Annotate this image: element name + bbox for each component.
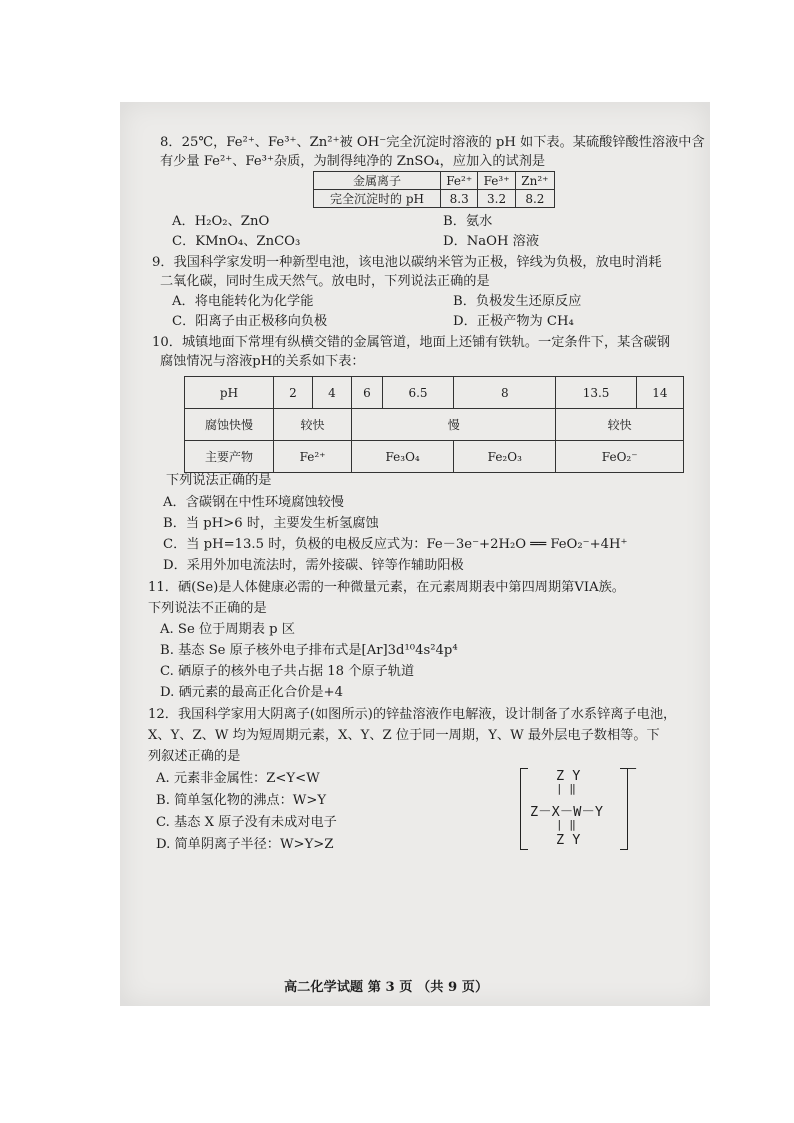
q12-option-c: C. 基态 X 原子没有未成对电子 xyxy=(156,815,337,830)
q10-table-product-fe2: Fe²⁺ xyxy=(274,441,352,473)
q9-stem-line-2: 二氧化碳，同时生成天然气。放电时，下列说法正确的是 xyxy=(160,274,490,289)
q11-option-d: D. 硒元素的最高正化合价是+4 xyxy=(160,685,343,700)
structure-middle-row: Z－X－W－Y xyxy=(530,804,604,820)
q9-option-b: B．负极发生还原反应 xyxy=(453,294,582,309)
q10-table-ph-label: pH xyxy=(185,377,274,409)
q10-table-ph-14: 14 xyxy=(636,377,683,409)
q8-table-header-label: 金属离子 xyxy=(314,172,441,190)
q10-table-ph-6-5: 6.5 xyxy=(382,377,453,409)
q8-table-header-fe3: Fe³⁺ xyxy=(478,172,515,190)
q10-option-d: D．采用外加电流法时，需外接碳、锌等作辅助阳极 xyxy=(163,558,464,573)
q10-stem-line-1: 10．城镇地面下常埋有纵横交错的金属管道，地面上还铺有铁轨。一定条件下，某含碳钢 xyxy=(152,335,670,350)
q10-table-rate-alkaline: 较快 xyxy=(556,409,684,441)
q8-stem-line-1: 8．25℃，Fe²⁺、Fe³⁺、Zn²⁺被 OH⁻完全沉淀时溶液的 pH 如下表。某硫酸锌酸性溶液中含 xyxy=(160,135,705,150)
q10-table-ph-6: 6 xyxy=(352,377,383,409)
q10-corrosion-table xyxy=(184,376,684,473)
q12-option-a: A. 元素非金属性：Z<Y<W xyxy=(156,771,320,786)
q10-table-rate-acid: 较快 xyxy=(274,409,352,441)
q10-table-product-fe2o3: Fe₂O₃ xyxy=(454,441,556,473)
q10-table-product-feo2: FeO₂⁻ xyxy=(556,441,684,473)
q11-option-b: B. 基态 Se 原子核外电子排布式是[Ar]3d¹⁰4s²4p⁴ xyxy=(160,643,458,658)
structure-bottom-row: Z Y xyxy=(556,832,581,848)
q8-option-b: B．氨水 xyxy=(443,214,493,229)
q8-table-value-zn2: 8.2 xyxy=(515,190,554,208)
q12-option-b: B. 简单氢化物的沸点：W>Y xyxy=(156,793,327,808)
q9-option-d: D．正极产物为 CH₄ xyxy=(453,314,574,329)
anion-structure-diagram xyxy=(520,760,650,850)
q8-option-d: D．NaOH 溶液 xyxy=(443,234,540,249)
left-bracket xyxy=(520,768,528,850)
q8-stem-line-2: 有少量 Fe²⁺、Fe³⁺杂质，为制得纯净的 ZnSO₄，应加入的试剂是 xyxy=(160,154,546,169)
q12-option-d: D. 简单阴离子半径：W>Y>Z xyxy=(156,837,334,852)
page-footer: 高二化学试题 第 3 页 （共 9 页） xyxy=(284,980,489,995)
q10-table-ph-2: 2 xyxy=(274,377,313,409)
q9-stem-line-1: 9．我国科学家发明一种新型电池，该电池以碳纳米管为正极，锌线为负极，放电时消耗 xyxy=(152,255,662,270)
structure-top-row: Z Y xyxy=(556,768,581,784)
q10-stem-line-2: 腐蚀情况与溶液pH的关系如下表： xyxy=(160,354,365,369)
q8-option-c: C．KMnO₄、ZnCO₃ xyxy=(172,234,301,249)
q8-ph-table xyxy=(313,171,555,208)
q10-table-rate-label: 腐蚀快慢 xyxy=(185,409,274,441)
right-bracket xyxy=(620,768,628,850)
q10-table-ph-13-5: 13.5 xyxy=(556,377,636,409)
q12-stem-line-3: 列叙述正确的是 xyxy=(148,749,241,764)
q12-stem-line-2: X、Y、Z、W 均为短周期元素，X、Y、Z 位于同一周期，Y、W 最外层电子数相等。下 xyxy=(148,728,660,743)
q8-option-a: A．H₂O₂、ZnO xyxy=(172,214,270,229)
q10-table-ph-8: 8 xyxy=(454,377,556,409)
q10-option-a: A．含碳钢在中性环境腐蚀较慢 xyxy=(163,495,344,510)
q10-lead: 下列说法正确的是 xyxy=(166,473,272,488)
q9-option-c: C．阳离子由正极移向负极 xyxy=(172,314,328,329)
q10-table-rate-neutral: 慢 xyxy=(352,409,556,441)
q12-stem-line-1: 12．我国科学家用大阴离子(如图所示)的锌盐溶液作电解液，设计制备了水系锌离子电池， xyxy=(148,707,677,722)
q8-table-row-label: 完全沉淀时的 pH xyxy=(314,190,441,208)
q8-table-value-fe3: 3.2 xyxy=(478,190,515,208)
q8-table-header-zn2: Zn²⁺ xyxy=(515,172,554,190)
q11-stem-line-1: 11．硒(Se)是人体健康必需的一种微量元素，在元素周期表中第四周期第VIA族。 xyxy=(148,580,625,595)
structure-top-bonds: | ‖ xyxy=(556,782,576,795)
q10-option-c: C．当 pH=13.5 时，负极的电极反应式为：Fe－3e⁻+2H₂O ══ FeO₂⁻+4H⁺ xyxy=(163,537,628,552)
q10-table-product-fe3o4: Fe₃O₄ xyxy=(352,441,454,473)
q10-table-ph-4: 4 xyxy=(312,377,351,409)
q8-table-header-fe2: Fe²⁺ xyxy=(441,172,478,190)
q9-option-a: A．将电能转化为化学能 xyxy=(172,294,314,309)
q11-option-c: C. 硒原子的核外电子共占据 18 个原子轨道 xyxy=(160,664,415,679)
structure-charge: — xyxy=(628,760,637,776)
q11-stem-line-2: 下列说法不正确的是 xyxy=(148,601,267,616)
q10-table-product-label: 主要产物 xyxy=(185,441,274,473)
q10-option-b: B．当 pH>6 时，主要发生析氢腐蚀 xyxy=(163,516,379,531)
q11-option-a: A. Se 位于周期表 p 区 xyxy=(160,622,295,637)
structure-bottom-bonds: | ‖ xyxy=(556,818,576,831)
q8-table-value-fe2: 8.3 xyxy=(441,190,478,208)
